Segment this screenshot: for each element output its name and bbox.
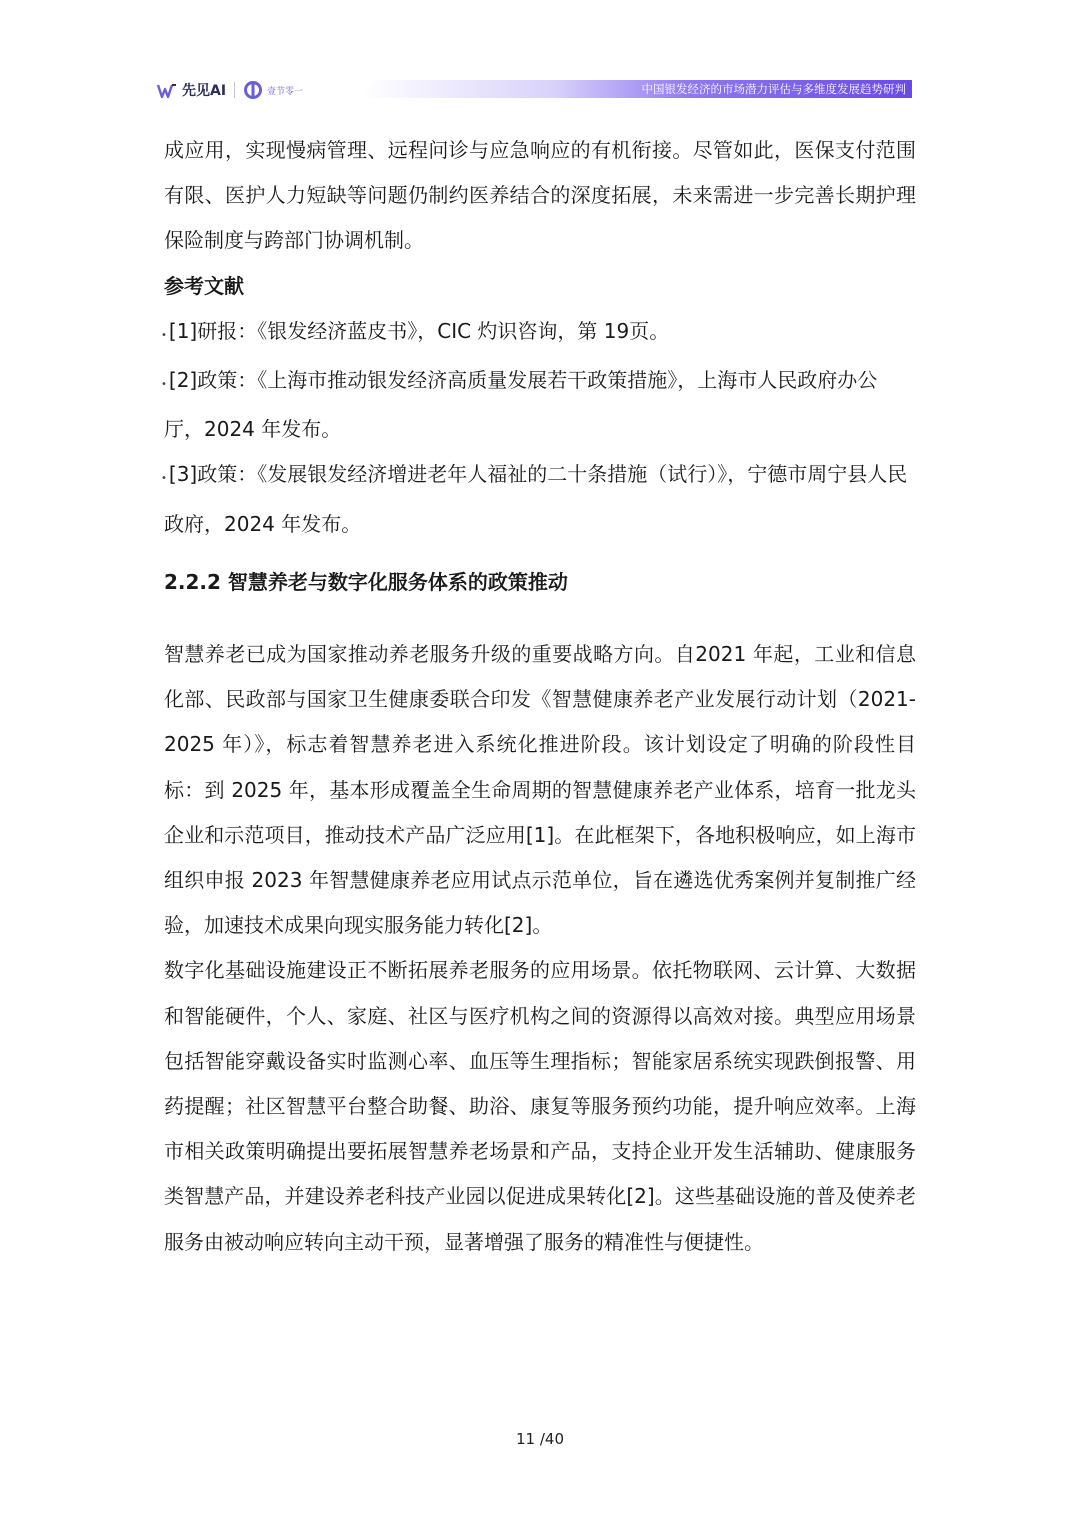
reference-item: [161, 309, 916, 358]
reference-item: [161, 452, 916, 546]
intro-paragraph: 成应用，实现慢病管理、远程问诊与应急响应的有机衔接。尽管如此，医保支付范围有限、医护人力短缺等问题仍制约医养结合的深度拓展，未来需进一步完善长期护理保险制度与跨部门协调机制。: [164, 138, 916, 253]
intro-block: [161, 128, 916, 547]
logo-group: [156, 74, 303, 106]
bullet-icon: •: [161, 329, 167, 341]
section-paragraph: 数字化基础设施建设正不断拓展养老服务的应用场景。依托物联网、云计算、大数据和智能硬件，个人、家庭、社区与医疗机构之间的资源得以高效对接。典型应用场景包括智能穿戴设备实时监测心率、血压等生理指标；智能家居系统实现跌倒报警、用药提醒；社区智慧平台整合助餐、助浴、康复等服务预约功能，提升响应效率。上海市相关政策明确提出要拓展智慧养老场景和产品，支持企业开发生活辅助、健康服务类智慧产品，并建设养老科技产业园以促进成果转化[2]。这些基础设施的普及使养老服务由被动响应转向主动干预，显著增强了服务的精准性与便捷性。: [164, 958, 916, 1254]
reference-item: [161, 358, 916, 452]
reference-text: [3]政策：《发展银发经济增进老年人福祉的二十条措施（试行）》，宁德市周宁县人民政府，2024 年发布。: [164, 462, 908, 536]
page-number: 11 /40: [516, 1430, 564, 1448]
xianjian-logo-icon: [156, 79, 178, 101]
reference-text: [1]研报：《银发经济蓝皮书》，CIC 灼识咨询，第 19页。: [168, 318, 670, 343]
references-title: 参考文献: [164, 273, 244, 298]
reference-text: [2]政策：《上海市推动银发经济高质量发展若干政策措施》，上海市人民政府办公厅，2024 年发布。: [164, 368, 878, 442]
header-banner-title-wrap: [360, 80, 912, 98]
section-body: [164, 632, 916, 1265]
header-banner-title: 中国银发经济的市场潜力评估与多维度发展趋势研判: [641, 82, 906, 96]
logo-text: 先见AI: [182, 83, 227, 99]
partner-logo-icon: [243, 80, 263, 100]
bullet-icon: •: [161, 473, 167, 485]
bullet-icon: •: [161, 379, 167, 391]
section-title: 2.2.2 智慧养老与数字化服务体系的政策推动: [164, 570, 568, 594]
logo-divider: [234, 82, 235, 98]
section-paragraph: 智慧养老已成为国家推动养老服务升级的重要战略方向。自2021 年起，工业和信息化部、民政部与国家卫生健康委联合印发《智慧健康养老产业发展行动计划（2021-2025 年）》，标志着智慧养老进入系统化推进阶段。该计划设定了明确的阶段性目标：到 2025 年，基本形成覆盖全生命周期的智慧健康养老产业体系，培育一批龙头企业和示范项目，推动技术产品广泛应用[1]。在此框架下，各地积极响应，如上海市组织申报 2023 年智慧健康养老应用试点示范单位，旨在遴选优秀案例并复制推广经验，加速技术成果向现实服务能力转化[2]。: [164, 642, 916, 938]
page-header: [0, 60, 1080, 120]
partner-logo-text: 壹节零一: [267, 86, 304, 97]
